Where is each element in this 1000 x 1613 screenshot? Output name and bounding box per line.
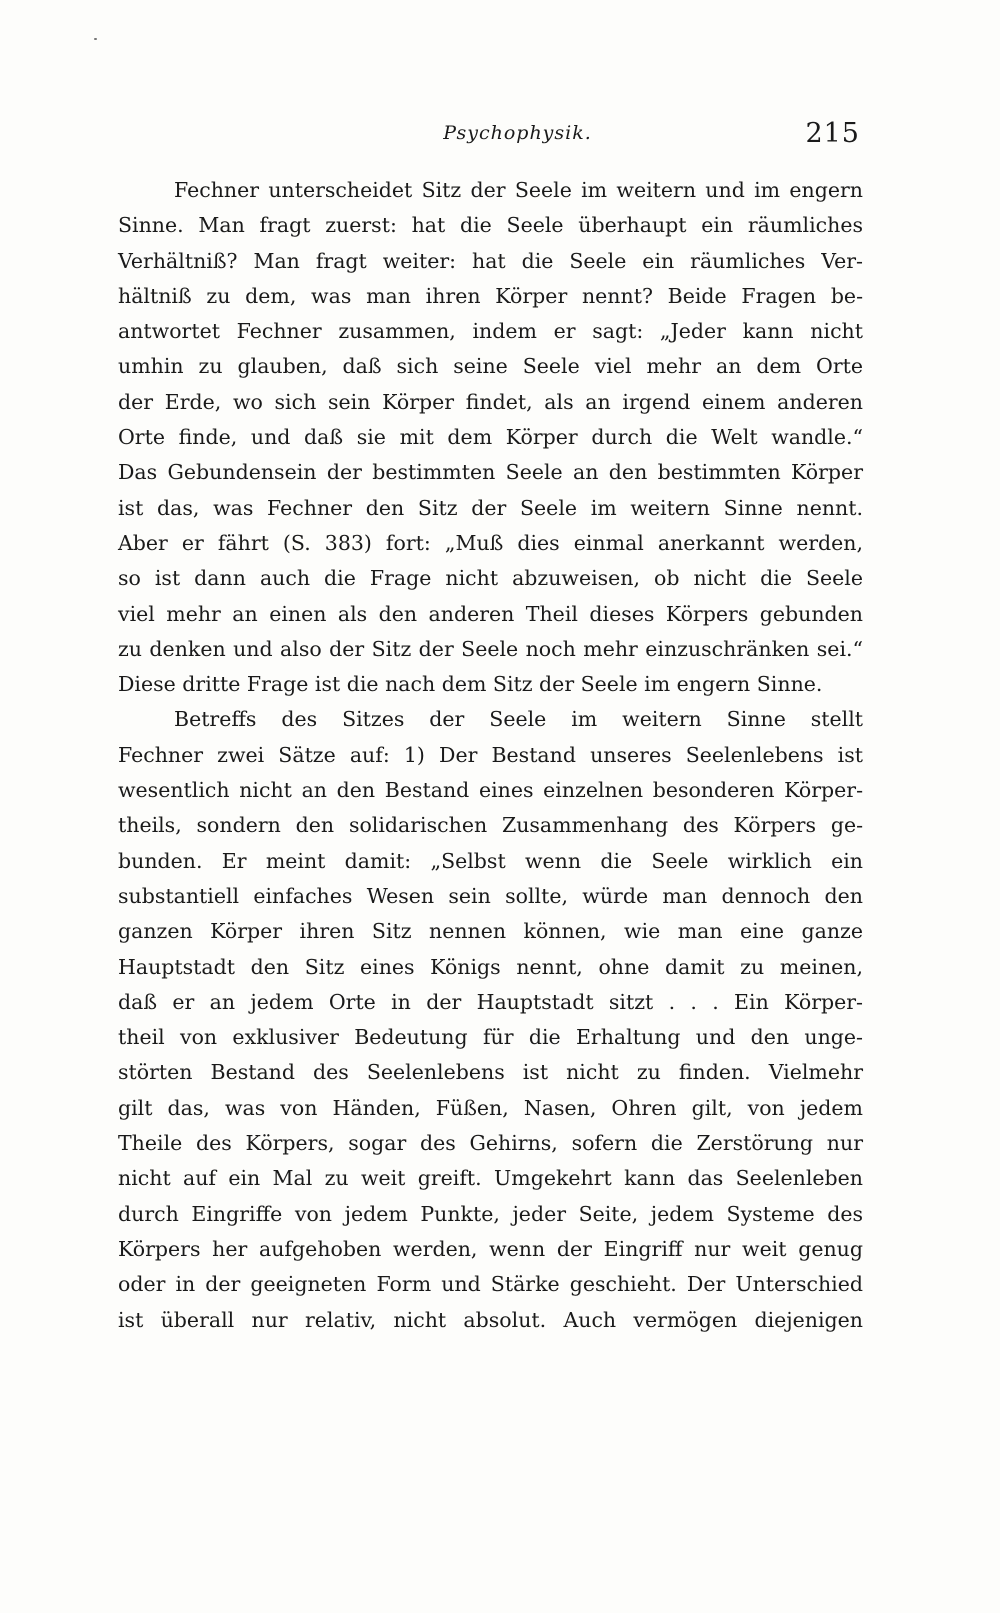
text-line: umhin zu glauben, daß sich seine Seele viel mehr an dem Orte — [118, 354, 863, 379]
text-line: Hauptstadt den Sitz eines Königs nennt, ohne damit zu meinen, — [118, 954, 863, 979]
page-number: 215 — [805, 118, 860, 149]
text-line: bunden. Er meint damit: „Selbst wenn die Seele wirklich ein — [118, 848, 863, 873]
text-line: Verhältniß? Man fragt weiter: hat die Seele ein räumliches Ver- — [118, 248, 863, 273]
text-line: störten Bestand des Seelenlebens ist nicht zu finden. Vielmehr — [118, 1060, 863, 1085]
text-line: Betreffs des Sitzes der Seele im weitern Sinne stellt — [174, 707, 863, 732]
body-text — [118, 173, 863, 1338]
paper-speck — [94, 38, 97, 40]
text-line: Orte finde, und daß sie mit dem Körper durch die Welt wandle.“ — [118, 425, 863, 450]
text-line: hältniß zu dem, was man ihren Körper nennt? Beide Fragen be- — [118, 283, 863, 308]
text-line: der Erde, wo sich sein Körper findet, als an irgend einem anderen — [118, 389, 863, 414]
text-line: theils, sondern den solidarischen Zusammenhang des Körpers ge- — [118, 813, 863, 838]
text-line: Fechner unterscheidet Sitz der Seele im weitern und im engern — [174, 178, 863, 202]
text-line: oder in der geeigneten Form und Stärke geschieht. Der Unterschied — [118, 1272, 863, 1297]
text-line: ist das, was Fechner den Sitz der Seele im weitern Sinne nennt. — [118, 495, 863, 520]
text-line: Das Gebundensein der bestimmten Seele an den bestimmten Körper — [118, 460, 863, 485]
text-line: theil von exklusiver Bedeutung für die Erhaltung und den unge- — [118, 1025, 863, 1050]
text-line: antwortet Fechner zusammen, indem er sagt: „Jeder kann nicht — [118, 319, 863, 344]
text-line: daß er an jedem Orte in der Hauptstadt sitzt . . . Ein Körper- — [118, 989, 863, 1014]
text-line: Sinne. Man fragt zuerst: hat die Seele überhaupt ein räumliches — [118, 213, 863, 238]
text-line: ist überall nur relativ, nicht absolut. Auch vermögen diejenigen — [118, 1307, 863, 1332]
text-line: gilt das, was von Händen, Füßen, Nasen, Ohren gilt, von jedem — [118, 1095, 863, 1120]
text-line: wesentlich nicht an den Bestand eines einzelnen besonderen Körper- — [118, 778, 863, 803]
text-line: Fechner zwei Sätze auf: 1) Der Bestand unseres Seelenlebens ist — [118, 742, 863, 767]
text-line: viel mehr an einen als den anderen Theil dieses Körpers gebunden — [118, 601, 863, 626]
text-line: substantiell einfaches Wesen sein sollte, würde man dennoch den — [118, 883, 863, 908]
text-line: so ist dann auch die Frage nicht abzuweisen, ob nicht die Seele — [118, 566, 863, 591]
running-head: Psychophysik. — [443, 122, 592, 144]
text-line: Diese dritte Frage ist die nach dem Sitz der Seele im engern Sinne. — [118, 672, 823, 697]
text-line: nicht auf ein Mal zu weit greift. Umgekehrt kann das Seelenleben — [118, 1166, 863, 1191]
text-line: durch Eingriffe von jedem Punkte, jeder Seite, jedem Systeme des — [118, 1201, 863, 1226]
page-header — [175, 118, 860, 158]
text-line: zu denken und also der Sitz der Seele noch mehr einzuschränken sei.“ — [118, 636, 863, 661]
text-line: Aber er fährt (S. 383) fort: „Muß dies einmal anerkannt werden, — [118, 530, 863, 555]
text-line: Körpers her aufgehoben werden, wenn der Eingriff nur weit genug — [118, 1236, 863, 1261]
text-line: ganzen Körper ihren Sitz nennen können, wie man eine ganze — [118, 919, 863, 944]
text-line: Theile des Körpers, sogar des Gehirns, sofern die Zerstörung nur — [118, 1131, 863, 1156]
